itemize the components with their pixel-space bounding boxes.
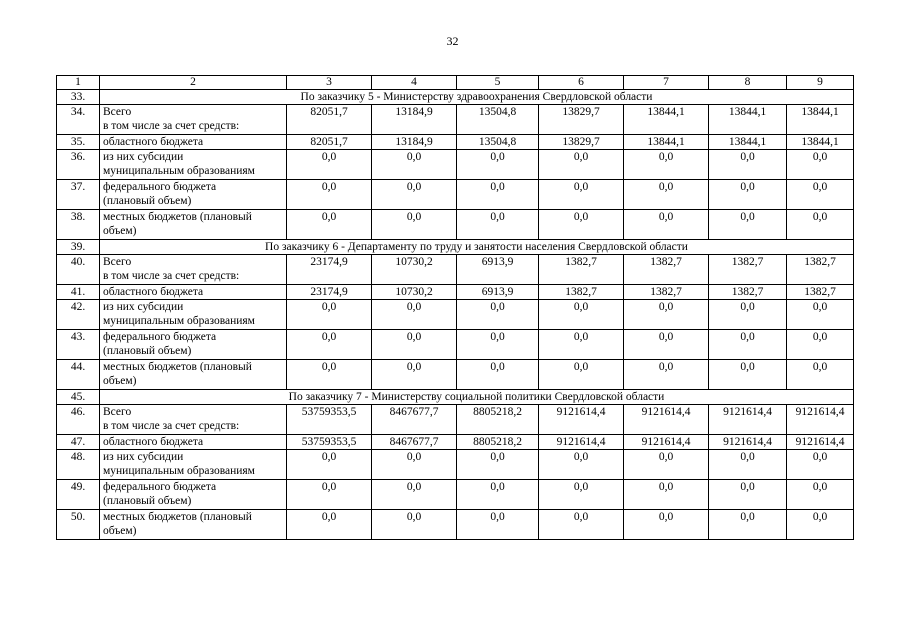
row-label bbox=[100, 210, 287, 240]
table-row bbox=[57, 300, 854, 330]
table-row bbox=[57, 180, 854, 210]
row-label-line: Всего bbox=[103, 406, 132, 418]
row-label-line: муниципальным образованиям bbox=[103, 315, 255, 327]
value-cell: 0,0 bbox=[457, 510, 539, 540]
section-title: По заказчику 5 - Министерству здравоохранения Свердловской области bbox=[100, 90, 854, 105]
value-cell: 0,0 bbox=[539, 330, 624, 360]
value-cell: 13844,1 bbox=[709, 105, 787, 135]
table-row bbox=[57, 450, 854, 480]
header-cell: 7 bbox=[624, 76, 709, 90]
section-row bbox=[57, 90, 854, 105]
value-cell: 0,0 bbox=[787, 330, 854, 360]
table-row bbox=[57, 435, 854, 450]
value-cell: 0,0 bbox=[709, 510, 787, 540]
value-cell: 0,0 bbox=[287, 450, 372, 480]
table-row bbox=[57, 210, 854, 240]
row-label-line: областного бюджета bbox=[103, 136, 204, 148]
value-cell: 13844,1 bbox=[787, 135, 854, 150]
section-title: По заказчику 7 - Министерству социальной политики Свердловской области bbox=[100, 390, 854, 405]
value-cell: 0,0 bbox=[372, 480, 457, 510]
row-label bbox=[100, 105, 287, 135]
value-cell: 0,0 bbox=[539, 180, 624, 210]
value-cell: 0,0 bbox=[539, 480, 624, 510]
row-number: 48. bbox=[57, 450, 100, 480]
row-number: 46. bbox=[57, 405, 100, 435]
budget-table bbox=[56, 75, 854, 540]
value-cell: 0,0 bbox=[372, 330, 457, 360]
value-cell: 0,0 bbox=[787, 480, 854, 510]
value-cell: 0,0 bbox=[287, 360, 372, 390]
value-cell: 13504,8 bbox=[457, 105, 539, 135]
value-cell: 0,0 bbox=[372, 180, 457, 210]
value-cell: 8805218,2 bbox=[457, 405, 539, 435]
row-label-line: Всего bbox=[103, 256, 132, 268]
value-cell: 13829,7 bbox=[539, 135, 624, 150]
row-label bbox=[100, 360, 287, 390]
value-cell: 0,0 bbox=[457, 450, 539, 480]
value-cell: 0,0 bbox=[787, 450, 854, 480]
value-cell: 6913,9 bbox=[457, 255, 539, 285]
value-cell: 9121614,4 bbox=[624, 405, 709, 435]
value-cell: 1382,7 bbox=[539, 255, 624, 285]
row-label-line: Всего bbox=[103, 106, 132, 118]
header-cell: 2 bbox=[100, 76, 287, 90]
value-cell: 0,0 bbox=[457, 150, 539, 180]
row-label-line: муниципальным образованиям bbox=[103, 165, 255, 177]
row-label-line: из них субсидии bbox=[103, 451, 184, 463]
value-cell: 0,0 bbox=[372, 510, 457, 540]
row-number: 38. bbox=[57, 210, 100, 240]
value-cell: 0,0 bbox=[287, 510, 372, 540]
value-cell: 9121614,4 bbox=[709, 405, 787, 435]
value-cell: 0,0 bbox=[709, 480, 787, 510]
value-cell: 0,0 bbox=[624, 210, 709, 240]
value-cell: 0,0 bbox=[787, 150, 854, 180]
value-cell: 13184,9 bbox=[372, 105, 457, 135]
row-label bbox=[100, 330, 287, 360]
value-cell: 23174,9 bbox=[287, 255, 372, 285]
value-cell: 13844,1 bbox=[787, 105, 854, 135]
row-label-line: (плановый объем) bbox=[103, 495, 192, 507]
value-cell: 0,0 bbox=[457, 330, 539, 360]
row-label bbox=[100, 300, 287, 330]
row-number: 34. bbox=[57, 105, 100, 135]
value-cell: 13844,1 bbox=[709, 135, 787, 150]
section-row bbox=[57, 390, 854, 405]
section-title: По заказчику 6 - Департаменту по труду и занятости населения Свердловской области bbox=[100, 240, 854, 255]
value-cell: 9121614,4 bbox=[624, 435, 709, 450]
value-cell: 0,0 bbox=[457, 300, 539, 330]
table-row bbox=[57, 405, 854, 435]
value-cell: 0,0 bbox=[787, 180, 854, 210]
row-number: 40. bbox=[57, 255, 100, 285]
value-cell: 0,0 bbox=[624, 450, 709, 480]
value-cell: 9121614,4 bbox=[709, 435, 787, 450]
value-cell: 0,0 bbox=[624, 480, 709, 510]
value-cell: 1382,7 bbox=[624, 285, 709, 300]
header-cell: 1 bbox=[57, 76, 100, 90]
row-label bbox=[100, 480, 287, 510]
value-cell: 0,0 bbox=[624, 300, 709, 330]
table-row bbox=[57, 105, 854, 135]
table-row bbox=[57, 255, 854, 285]
row-label-line: из них субсидии bbox=[103, 301, 184, 313]
row-label-line: местных бюджетов (плановый bbox=[103, 361, 252, 373]
row-number: 42. bbox=[57, 300, 100, 330]
value-cell: 10730,2 bbox=[372, 255, 457, 285]
row-label bbox=[100, 405, 287, 435]
value-cell: 1382,7 bbox=[709, 285, 787, 300]
value-cell: 0,0 bbox=[787, 300, 854, 330]
row-label bbox=[100, 180, 287, 210]
value-cell: 82051,7 bbox=[287, 135, 372, 150]
value-cell: 8805218,2 bbox=[457, 435, 539, 450]
header-cell: 6 bbox=[539, 76, 624, 90]
row-label bbox=[100, 255, 287, 285]
row-label-line: местных бюджетов (плановый bbox=[103, 511, 252, 523]
table-row bbox=[57, 150, 854, 180]
value-cell: 0,0 bbox=[539, 360, 624, 390]
value-cell: 0,0 bbox=[624, 150, 709, 180]
value-cell: 10730,2 bbox=[372, 285, 457, 300]
row-label-line: в том числе за счет средств: bbox=[103, 120, 240, 132]
value-cell: 9121614,4 bbox=[539, 405, 624, 435]
table-row bbox=[57, 510, 854, 540]
section-row bbox=[57, 240, 854, 255]
header-cell: 4 bbox=[372, 76, 457, 90]
value-cell: 6913,9 bbox=[457, 285, 539, 300]
page-number: 32 bbox=[446, 34, 459, 48]
row-number: 33. bbox=[57, 90, 100, 105]
row-number: 43. bbox=[57, 330, 100, 360]
header-cell: 9 bbox=[787, 76, 854, 90]
value-cell: 82051,7 bbox=[287, 105, 372, 135]
row-label bbox=[100, 510, 287, 540]
value-cell: 53759353,5 bbox=[287, 405, 372, 435]
row-number: 44. bbox=[57, 360, 100, 390]
value-cell: 0,0 bbox=[457, 360, 539, 390]
value-cell: 0,0 bbox=[624, 360, 709, 390]
row-label-line: местных бюджетов (плановый bbox=[103, 211, 252, 223]
value-cell: 0,0 bbox=[787, 210, 854, 240]
table-row bbox=[57, 135, 854, 150]
value-cell: 0,0 bbox=[457, 210, 539, 240]
value-cell: 1382,7 bbox=[787, 285, 854, 300]
value-cell: 0,0 bbox=[624, 510, 709, 540]
value-cell: 0,0 bbox=[709, 210, 787, 240]
value-cell: 0,0 bbox=[539, 210, 624, 240]
value-cell: 9121614,4 bbox=[787, 435, 854, 450]
value-cell: 0,0 bbox=[787, 510, 854, 540]
header-row bbox=[57, 76, 854, 90]
value-cell: 0,0 bbox=[372, 150, 457, 180]
row-label bbox=[100, 285, 287, 300]
table-row bbox=[57, 360, 854, 390]
value-cell: 0,0 bbox=[457, 480, 539, 510]
value-cell: 13844,1 bbox=[624, 105, 709, 135]
row-label bbox=[100, 435, 287, 450]
value-cell: 1382,7 bbox=[709, 255, 787, 285]
row-label-line: федерального бюджета bbox=[103, 481, 217, 493]
row-number: 39. bbox=[57, 240, 100, 255]
header-cell: 3 bbox=[287, 76, 372, 90]
value-cell: 0,0 bbox=[539, 150, 624, 180]
row-number: 47. bbox=[57, 435, 100, 450]
value-cell: 9121614,4 bbox=[787, 405, 854, 435]
row-number: 49. bbox=[57, 480, 100, 510]
value-cell: 0,0 bbox=[372, 360, 457, 390]
value-cell: 0,0 bbox=[709, 300, 787, 330]
value-cell: 1382,7 bbox=[539, 285, 624, 300]
value-cell: 0,0 bbox=[709, 330, 787, 360]
value-cell: 13844,1 bbox=[624, 135, 709, 150]
table-row bbox=[57, 480, 854, 510]
value-cell: 13829,7 bbox=[539, 105, 624, 135]
row-number: 36. bbox=[57, 150, 100, 180]
value-cell: 0,0 bbox=[457, 180, 539, 210]
value-cell: 1382,7 bbox=[624, 255, 709, 285]
value-cell: 8467677,7 bbox=[372, 405, 457, 435]
value-cell: 0,0 bbox=[287, 180, 372, 210]
value-cell: 0,0 bbox=[287, 300, 372, 330]
value-cell: 0,0 bbox=[372, 210, 457, 240]
row-label-line: (плановый объем) bbox=[103, 345, 192, 357]
row-label bbox=[100, 450, 287, 480]
value-cell: 0,0 bbox=[539, 450, 624, 480]
row-label-line: объем) bbox=[103, 375, 137, 387]
row-label-line: муниципальным образованиям bbox=[103, 465, 255, 477]
value-cell: 0,0 bbox=[624, 180, 709, 210]
row-label-line: объем) bbox=[103, 225, 137, 237]
value-cell: 0,0 bbox=[287, 480, 372, 510]
value-cell: 0,0 bbox=[539, 510, 624, 540]
header-cell: 8 bbox=[709, 76, 787, 90]
row-number: 45. bbox=[57, 390, 100, 405]
value-cell: 13504,8 bbox=[457, 135, 539, 150]
value-cell: 53759353,5 bbox=[287, 435, 372, 450]
value-cell: 0,0 bbox=[539, 300, 624, 330]
value-cell: 9121614,4 bbox=[539, 435, 624, 450]
table-row bbox=[57, 285, 854, 300]
row-number: 50. bbox=[57, 510, 100, 540]
row-label-line: из них субсидии bbox=[103, 151, 184, 163]
header-cell: 5 bbox=[457, 76, 539, 90]
value-cell: 0,0 bbox=[709, 180, 787, 210]
value-cell: 0,0 bbox=[787, 360, 854, 390]
value-cell: 13184,9 bbox=[372, 135, 457, 150]
row-number: 37. bbox=[57, 180, 100, 210]
row-label-line: областного бюджета bbox=[103, 286, 204, 298]
value-cell: 0,0 bbox=[709, 150, 787, 180]
value-cell: 0,0 bbox=[709, 450, 787, 480]
value-cell: 0,0 bbox=[372, 450, 457, 480]
value-cell: 0,0 bbox=[709, 360, 787, 390]
row-label-line: федерального бюджета bbox=[103, 331, 217, 343]
table-row bbox=[57, 330, 854, 360]
row-label bbox=[100, 150, 287, 180]
value-cell: 0,0 bbox=[624, 330, 709, 360]
value-cell: 1382,7 bbox=[787, 255, 854, 285]
value-cell: 0,0 bbox=[372, 300, 457, 330]
value-cell: 0,0 bbox=[287, 210, 372, 240]
row-label-line: (плановый объем) bbox=[103, 195, 192, 207]
row-number: 41. bbox=[57, 285, 100, 300]
value-cell: 23174,9 bbox=[287, 285, 372, 300]
row-label-line: в том числе за счет средств: bbox=[103, 420, 240, 432]
value-cell: 0,0 bbox=[287, 330, 372, 360]
row-label-line: федерального бюджета bbox=[103, 181, 217, 193]
row-label bbox=[100, 135, 287, 150]
value-cell: 8467677,7 bbox=[372, 435, 457, 450]
row-label-line: объем) bbox=[103, 525, 137, 537]
row-label-line: в том числе за счет средств: bbox=[103, 270, 240, 282]
value-cell: 0,0 bbox=[287, 150, 372, 180]
row-label-line: областного бюджета bbox=[103, 436, 204, 448]
row-number: 35. bbox=[57, 135, 100, 150]
